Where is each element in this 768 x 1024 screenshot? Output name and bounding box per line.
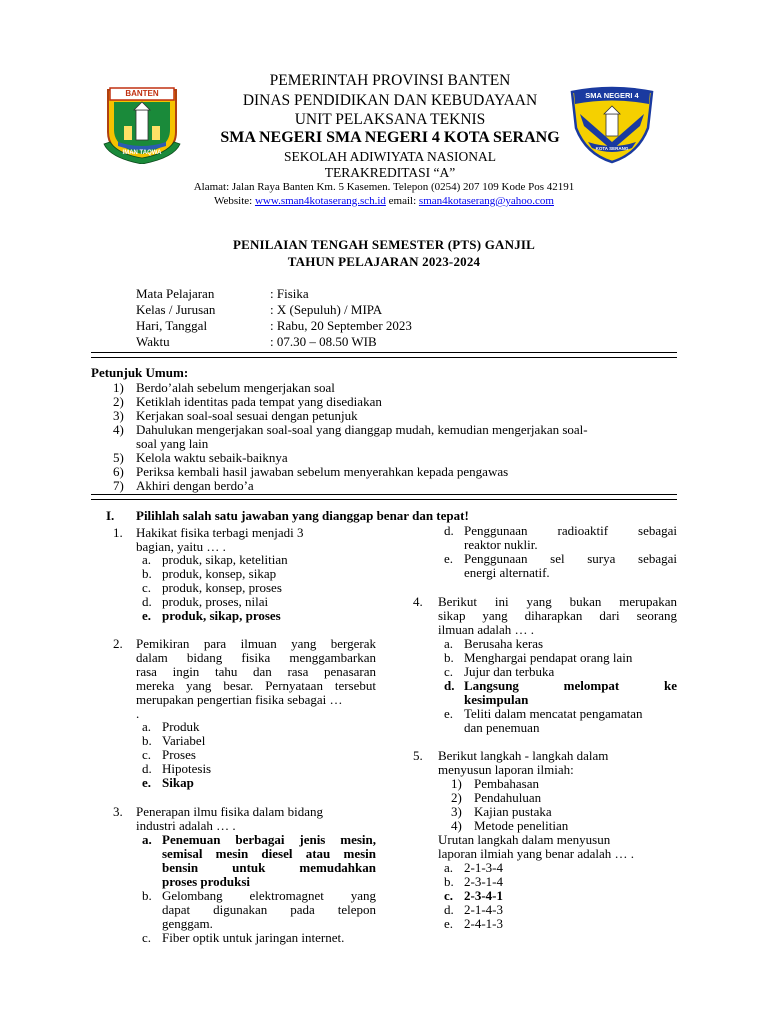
question-text: rasa ingin tahu dan rasa penasaran	[136, 664, 376, 679]
double-rule	[91, 352, 677, 358]
option-text-correct: Sikap	[162, 775, 194, 790]
option-letter: a.	[142, 719, 152, 734]
option-text: energi alternatif.	[464, 565, 550, 580]
step-number: 2)	[451, 790, 462, 805]
header-line-5: SEKOLAH ADIWIYATA NASIONAL	[284, 149, 496, 164]
option-letter-correct: d.	[444, 678, 455, 693]
contact-line	[100, 195, 668, 207]
option-text: Penggunaan radioaktif sebagai	[464, 523, 677, 538]
option-text-correct: 2-3-4-1	[464, 888, 503, 903]
option-text: Proses	[162, 747, 196, 762]
question-text: industri adalah … .	[136, 818, 236, 833]
option-text: Gelombang elektromagnet yang	[162, 888, 376, 903]
question-text: Berikut ini yang bukan merupakan	[438, 594, 677, 609]
option-text: produk, proses, nilai	[162, 594, 269, 609]
header-line-2: DINAS PENDIDIKAN DAN KEBUDAYAAN	[242, 92, 538, 109]
step-text: Pendahuluan	[474, 790, 542, 805]
option-text-correct: Penemuan berbagai jenis mesin,	[162, 832, 376, 847]
header-line-6: TERAKREDITASI “A”	[324, 165, 456, 180]
option-letter-correct: e.	[142, 775, 152, 790]
option-text: 2-4-1-3	[464, 916, 503, 931]
option-letter: a.	[444, 860, 454, 875]
option-text: produk, konsep, proses	[162, 580, 282, 595]
meta-value: : 07.30 – 08.50 WIB	[270, 334, 377, 349]
option-letter: e.	[444, 916, 454, 931]
option-letter: b.	[142, 733, 152, 748]
rule-item: Kelola waktu sebaik-baiknya	[136, 450, 288, 465]
rule-item: Berdo’alah sebelum mengerjakan soal	[136, 380, 335, 395]
option-text: 2-3-1-4	[464, 874, 503, 889]
option-letter: d.	[142, 594, 152, 609]
section-heading: Pilihlah salah satu jawaban yang dianggap benar dan tepat!	[136, 508, 469, 523]
meta-value: : X (Sepuluh) / MIPA	[270, 302, 383, 317]
section-number: I.	[106, 508, 115, 523]
option-letter: e.	[444, 706, 454, 721]
header-line-3: UNIT PELAKSANA TEKNIS	[294, 111, 486, 128]
option-text: genggam.	[162, 916, 213, 931]
option-letter: c.	[142, 930, 152, 945]
question-text: dalam bidang fisika menggambarkan	[136, 650, 376, 665]
question-text: Hakikat fisika terbagi menjadi 3	[136, 525, 304, 540]
option-text: produk, konsep, sikap	[162, 566, 277, 581]
website-link[interactable]: www.sman4kotaserang.sch.id	[254, 195, 386, 207]
option-letter-correct: c.	[444, 888, 454, 903]
option-text-correct: semisal mesin diesel atau mesin	[162, 846, 376, 861]
option-text: reaktor nuklir.	[464, 537, 538, 552]
meta-value: : Rabu, 20 September 2023	[270, 318, 412, 333]
double-rule	[91, 494, 677, 500]
option-letter: b.	[444, 650, 454, 665]
rule-num: 7)	[113, 478, 124, 493]
question-number: 2.	[113, 636, 123, 651]
address: Alamat: Jalan Raya Banten Km. 5 Kasemen. Telepon (0254) 207 109 Kode Pos 42191	[193, 181, 575, 193]
option-text: Hipotesis	[162, 761, 212, 776]
option-letter-correct: a.	[142, 832, 152, 847]
step-text: Kajian pustaka	[474, 804, 552, 819]
question-text: sikap yang diharapkan dari seorang	[438, 608, 677, 623]
option-letter: c.	[142, 580, 152, 595]
exam-title: PENILAIAN TENGAH SEMESTER (PTS) GANJIL	[232, 237, 536, 252]
question-number: 1.	[113, 525, 123, 540]
email-link[interactable]: sman4kotaserang@yahoo.com	[418, 195, 554, 207]
question-text: ilmuan adalah … .	[438, 622, 535, 637]
email-label: email:	[385, 195, 419, 207]
question-text: .	[136, 706, 140, 721]
option-text: dapat digunakan pada telepon	[162, 902, 376, 917]
option-letter: c.	[142, 747, 152, 762]
option-text: Jujur dan terbuka	[464, 664, 555, 679]
option-text: Variabel	[162, 733, 206, 748]
meta-value: : Fisika	[270, 286, 309, 301]
school-logo-top-text: SMA NEGERI 4	[585, 91, 639, 100]
meta-label: Mata Pelajaran	[136, 286, 215, 301]
option-letter: b.	[142, 888, 152, 903]
meta-label: Hari, Tanggal	[136, 318, 208, 333]
question-text: menyusun laporan ilmiah:	[438, 762, 574, 777]
option-text: 2-1-3-4	[464, 860, 503, 875]
option-text-correct: kesimpulan	[464, 692, 529, 707]
question-number: 4.	[413, 594, 423, 609]
option-letter: a.	[444, 636, 454, 651]
rule-item-cont: soal yang lain	[136, 436, 209, 451]
banten-logo-bottom-text: IMAN TAQWA	[122, 150, 162, 156]
rule-item: Kerjakan soal-soal sesuai dengan petunjuk	[136, 408, 358, 423]
question-text: Pemikiran para ilmuan yang bergerak	[136, 636, 376, 651]
question-number: 3.	[113, 804, 123, 819]
rule-num: 1)	[113, 380, 124, 395]
question-text: Penerapan ilmu fisika dalam bidang	[136, 804, 324, 819]
rule-num: 6)	[113, 464, 124, 479]
rule-num: 3)	[113, 408, 124, 423]
question-text: Urutan langkah dalam menyusun	[438, 832, 611, 847]
option-text: produk, sikap, ketelitian	[162, 552, 288, 567]
option-text-correct: produk, sikap, proses	[162, 608, 281, 623]
option-text: Berusaha keras	[464, 636, 544, 651]
option-text: Fiber optik untuk jaringan internet.	[162, 930, 345, 945]
exam-year: TAHUN PELAJARAN 2023-2024	[287, 254, 481, 269]
school-logo-bottom-text: KOTA SERANG	[595, 146, 629, 151]
website-label: Website:	[214, 195, 255, 207]
option-letter: e.	[444, 551, 454, 566]
rule-item: Akhiri dengan berdo’a	[136, 478, 254, 493]
option-text: 2-1-4-3	[464, 902, 503, 917]
option-text-correct: proses produksi	[162, 874, 251, 889]
option-text: Menghargai pendapat orang lain	[464, 650, 633, 665]
option-letter: a.	[142, 552, 152, 567]
option-letter: b.	[444, 874, 454, 889]
option-text: Teliti dalam mencatat pengamatan	[464, 706, 643, 721]
banten-logo-top-text: BANTEN	[125, 89, 159, 98]
step-text: Pembahasan	[474, 776, 539, 791]
option-letter-correct: e.	[142, 608, 152, 623]
rule-item: Dahulukan mengerjakan soal-soal yang dianggap mudah, kemudian mengerjakan soal-	[136, 422, 588, 437]
rule-num: 4)	[113, 422, 124, 437]
rules-heading: Petunjuk Umum:	[91, 365, 189, 380]
option-letter: d.	[444, 902, 454, 917]
question-text: merupakan pengertian fisika sebagai …	[136, 692, 343, 707]
option-letter: c.	[444, 664, 454, 679]
option-letter: b.	[142, 566, 152, 581]
question-text: bagian, yaitu … .	[136, 539, 226, 554]
option-letter: d.	[142, 761, 152, 776]
option-text: Produk	[162, 719, 200, 734]
rule-num: 5)	[113, 450, 124, 465]
step-number: 4)	[451, 818, 462, 833]
rule-num: 2)	[113, 394, 124, 409]
rule-item: Periksa kembali hasil jawaban sebelum menyerahkan kepada pengawas	[136, 464, 509, 479]
header-line-1: PEMERINTAH PROVINSI BANTEN	[269, 72, 511, 89]
question-text: Berikut langkah - langkah dalam	[438, 748, 609, 763]
meta-label: Kelas / Jurusan	[136, 302, 216, 317]
step-text: Metode penelitian	[474, 818, 569, 833]
step-number: 3)	[451, 804, 462, 819]
option-text-correct: Langsung melompat ke	[464, 678, 677, 693]
option-text: Penggunaan sel surya sebagai	[464, 551, 677, 566]
question-text: mereka yang besar. Pernyataan tersebut	[136, 678, 376, 693]
question-number: 5.	[413, 748, 423, 763]
step-number: 1)	[451, 776, 462, 791]
meta-label: Waktu	[136, 334, 170, 349]
rule-item: Ketiklah identitas pada tempat yang disediakan	[136, 394, 382, 409]
option-text: dan penemuan	[464, 720, 540, 735]
option-letter: d.	[444, 523, 454, 538]
school-name: SMA NEGERI SMA NEGERI 4 KOTA SERANG	[220, 129, 560, 146]
option-text-correct: bensin untuk memudahkan	[162, 860, 376, 875]
question-text: laporan ilmiah yang benar adalah … .	[438, 846, 635, 861]
